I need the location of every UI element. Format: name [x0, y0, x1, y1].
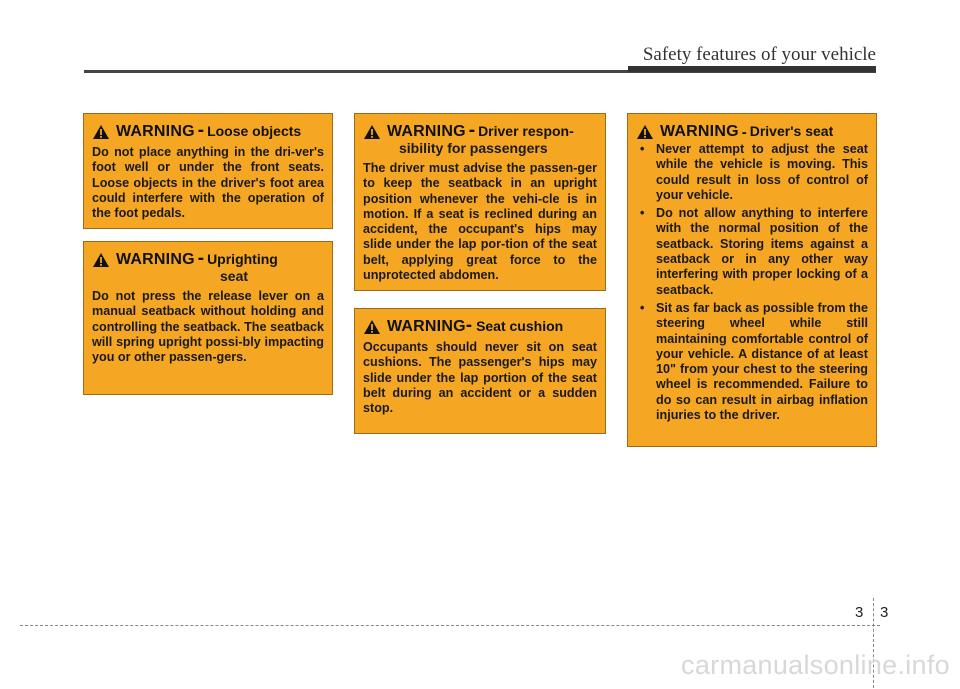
warning-dash: -: [468, 120, 476, 141]
warning-subject: Seat cushion: [476, 318, 564, 334]
warning-subject: Loose objects: [207, 123, 302, 139]
warning-word: WARNING: [116, 251, 195, 268]
warning-body: Do not press the release lever on a manual seatback without holding and controlling the seatback. The seatback will spring upright possi-bly impacting you or other passen-gers.: [92, 289, 324, 365]
warning-word: WARNING: [387, 318, 466, 335]
warning-subject: Uprighting: [207, 251, 278, 267]
warning-box-drivers-seat: [627, 113, 877, 447]
list-item: • Never attempt to adjust the seat while the vehicle is moving. This could result in loss of control of your vehicle.: [636, 142, 868, 203]
warning-box-loose-objects: [83, 113, 333, 229]
list-item: • Sit as far back as possible from the steering wheel while still maintaining comfortable control of your vehicle. A distance of at least 10" from your chest to the steering wheel is recommended. Failure to do so can result in airbag inflation injuries to the driver.: [636, 301, 868, 423]
warning-subject: Driver respon-: [478, 123, 574, 139]
warning-dash: -: [465, 315, 473, 336]
warning-word: WARNING: [660, 123, 739, 140]
warning-title: [363, 120, 597, 141]
warning-triangle-icon: [363, 319, 381, 335]
list-item: • Do not allow anything to interfere with the normal position of the seatback. Storing items against a seatback or in any other way interfering with proper locking of a seatback.: [636, 206, 868, 298]
warning-body: Occupants should never sit on seat cushions. The passenger's hips may slide under the lap portion of the seat belt during an accident or a sudden stop.: [363, 340, 597, 416]
warning-box-seat-cushion: [354, 308, 606, 434]
warning-subject-line2: sibility for passengers: [399, 140, 548, 156]
warning-box-uprighting-seat: [83, 241, 333, 395]
warning-triangle-icon: [92, 252, 110, 268]
warning-subject: Driver's seat: [749, 123, 834, 139]
warning-word: WARNING: [116, 123, 195, 140]
warning-word: WARNING: [387, 123, 466, 140]
warning-triangle-icon: [636, 124, 654, 140]
warning-title: [92, 120, 324, 141]
warning-dash: -: [197, 120, 205, 141]
chapter-number: 3: [855, 604, 864, 621]
section-title: Safety features of your vehicle: [642, 44, 876, 65]
header-accent-bar: [628, 66, 876, 72]
warning-box-driver-responsibility: [354, 113, 606, 291]
warning-body: The driver must advise the passen-ger to keep the seatback in an upright position whenever the vehi-cle is in motion. If a seat is reclined during an accident, the occupant's hips may slide under the lap por-tion of the seat belt, applying great force to the unprotected abdomen.: [363, 161, 597, 283]
warning-dash: -: [741, 124, 747, 141]
warning-bullet-list: [636, 142, 868, 423]
warning-triangle-icon: [363, 124, 381, 140]
warning-title: [363, 315, 597, 336]
footer-rule: [20, 625, 880, 626]
watermark: carmanualsonline.info: [681, 650, 950, 680]
warning-subject-line2: seat: [220, 268, 249, 284]
warning-title: [92, 248, 324, 269]
warning-body: Do not place anything in the dri-ver's foot well or under the front seats. Loose objects in the driver's foot area could interfere with the operation of the foot pedals.: [92, 145, 324, 221]
warning-title: [636, 124, 868, 141]
page-number: 3: [880, 604, 889, 621]
warning-triangle-icon: [92, 124, 110, 140]
warning-dash: -: [197, 248, 205, 269]
